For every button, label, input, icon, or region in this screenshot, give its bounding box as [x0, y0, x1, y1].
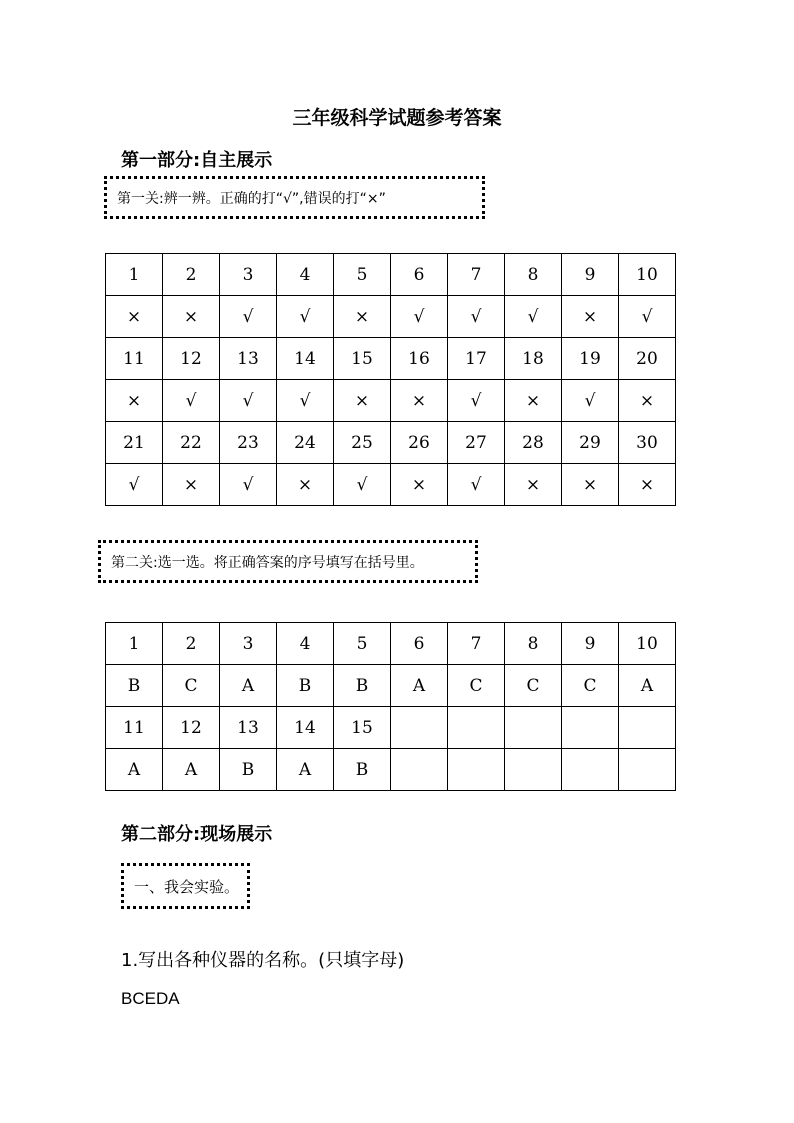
table-cell: 15: [334, 338, 391, 380]
table-cell: √: [277, 296, 334, 338]
table-row: [106, 296, 676, 338]
q1-instruction: 第一关:辨一辨。正确的打“√”,错误的打“×”: [117, 190, 386, 207]
table-cell: 30: [619, 422, 676, 464]
table-cell: √: [448, 380, 505, 422]
table-cell: 25: [334, 422, 391, 464]
table-cell: [448, 707, 505, 749]
table-cell: 5: [334, 254, 391, 296]
table-row: [106, 707, 676, 749]
table-cell: B: [334, 749, 391, 791]
table-cell: B: [106, 665, 163, 707]
table-cell: 6: [391, 254, 448, 296]
table-cell: [448, 749, 505, 791]
table-cell: 13: [220, 707, 277, 749]
table-cell: B: [334, 665, 391, 707]
table-cell: ×: [391, 464, 448, 506]
table-cell: 3: [220, 254, 277, 296]
table-cell: 23: [220, 422, 277, 464]
table-cell: A: [220, 665, 277, 707]
table-row: [106, 422, 676, 464]
table-cell: C: [562, 665, 619, 707]
table-cell: 10: [619, 254, 676, 296]
table-cell: A: [163, 749, 220, 791]
table-cell: 11: [106, 707, 163, 749]
table-cell: [619, 749, 676, 791]
q1-answer-table: [105, 253, 676, 506]
table-cell: 1: [106, 254, 163, 296]
table-cell: 2: [163, 254, 220, 296]
table-cell: A: [619, 665, 676, 707]
table-cell: [619, 707, 676, 749]
table-cell: C: [163, 665, 220, 707]
table-cell: √: [220, 296, 277, 338]
q2-instruction-box: [98, 540, 478, 583]
table-cell: [505, 707, 562, 749]
table-cell: [505, 749, 562, 791]
table-cell: [562, 749, 619, 791]
table-cell: ×: [334, 296, 391, 338]
table-cell: 4: [277, 254, 334, 296]
q2-answer-table: [105, 622, 676, 791]
table-cell: √: [277, 380, 334, 422]
table-cell: 9: [562, 623, 619, 665]
table-cell: 1: [106, 623, 163, 665]
table-cell: √: [619, 296, 676, 338]
table-cell: √: [220, 380, 277, 422]
table-cell: 2: [163, 623, 220, 665]
table-cell: √: [505, 296, 562, 338]
table-cell: ×: [619, 380, 676, 422]
table-row: [106, 623, 676, 665]
table-cell: 27: [448, 422, 505, 464]
table-cell: ×: [505, 464, 562, 506]
table-cell: 20: [619, 338, 676, 380]
table-cell: √: [448, 464, 505, 506]
table-cell: 15: [334, 707, 391, 749]
table-cell: √: [334, 464, 391, 506]
table-cell: √: [391, 296, 448, 338]
table-cell: C: [505, 665, 562, 707]
table-cell: ×: [505, 380, 562, 422]
table-cell: ×: [562, 464, 619, 506]
table-cell: 29: [562, 422, 619, 464]
table-cell: 21: [106, 422, 163, 464]
answer-1: BCEDA: [121, 989, 180, 1008]
section-label-box: [121, 863, 250, 909]
table-cell: 11: [106, 338, 163, 380]
table-cell: [391, 707, 448, 749]
table-cell: ×: [619, 464, 676, 506]
table-cell: 17: [448, 338, 505, 380]
table-cell: ×: [163, 296, 220, 338]
table-cell: ×: [106, 296, 163, 338]
table-cell: 24: [277, 422, 334, 464]
table-cell: 19: [562, 338, 619, 380]
table-cell: B: [277, 665, 334, 707]
table-cell: 6: [391, 623, 448, 665]
table-cell: ×: [163, 464, 220, 506]
table-row: [106, 254, 676, 296]
table-cell: A: [277, 749, 334, 791]
table-cell: √: [220, 464, 277, 506]
table-cell: 28: [505, 422, 562, 464]
table-cell: A: [106, 749, 163, 791]
table-cell: 5: [334, 623, 391, 665]
table-row: [106, 749, 676, 791]
table-cell: 12: [163, 707, 220, 749]
table-cell: 9: [562, 254, 619, 296]
q1-instruction-box: [104, 176, 485, 219]
table-cell: 3: [220, 623, 277, 665]
part2-heading: 第二部分:现场展示: [121, 824, 273, 845]
table-cell: 4: [277, 623, 334, 665]
table-cell: [562, 707, 619, 749]
table-cell: √: [562, 380, 619, 422]
table-cell: 13: [220, 338, 277, 380]
table-cell: ×: [391, 380, 448, 422]
table-cell: 7: [448, 254, 505, 296]
table-cell: √: [448, 296, 505, 338]
table-row: [106, 464, 676, 506]
table-cell: 26: [391, 422, 448, 464]
table-row: [106, 380, 676, 422]
table-cell: 8: [505, 623, 562, 665]
section-label: 一、我会实验。: [134, 877, 240, 896]
table-cell: [391, 749, 448, 791]
table-cell: 16: [391, 338, 448, 380]
table-cell: ×: [277, 464, 334, 506]
table-cell: √: [106, 464, 163, 506]
table-cell: 14: [277, 707, 334, 749]
table-row: [106, 338, 676, 380]
table-cell: 10: [619, 623, 676, 665]
table-cell: √: [163, 380, 220, 422]
question-1: 1.写出各种仪器的名称。(只填字母): [121, 950, 405, 971]
table-cell: ×: [106, 380, 163, 422]
table-cell: ×: [562, 296, 619, 338]
table-cell: 22: [163, 422, 220, 464]
table-cell: 18: [505, 338, 562, 380]
table-cell: C: [448, 665, 505, 707]
table-row: [106, 665, 676, 707]
table-cell: A: [391, 665, 448, 707]
page-title: 三年级科学试题参考答案: [292, 107, 502, 129]
table-cell: 12: [163, 338, 220, 380]
q2-instruction: 第二关:选一选。将正确答案的序号填写在括号里。: [111, 554, 424, 571]
table-cell: ×: [334, 380, 391, 422]
table-cell: B: [220, 749, 277, 791]
table-cell: 7: [448, 623, 505, 665]
table-cell: 8: [505, 254, 562, 296]
table-cell: 14: [277, 338, 334, 380]
part1-heading: 第一部分:自主展示: [121, 150, 273, 171]
